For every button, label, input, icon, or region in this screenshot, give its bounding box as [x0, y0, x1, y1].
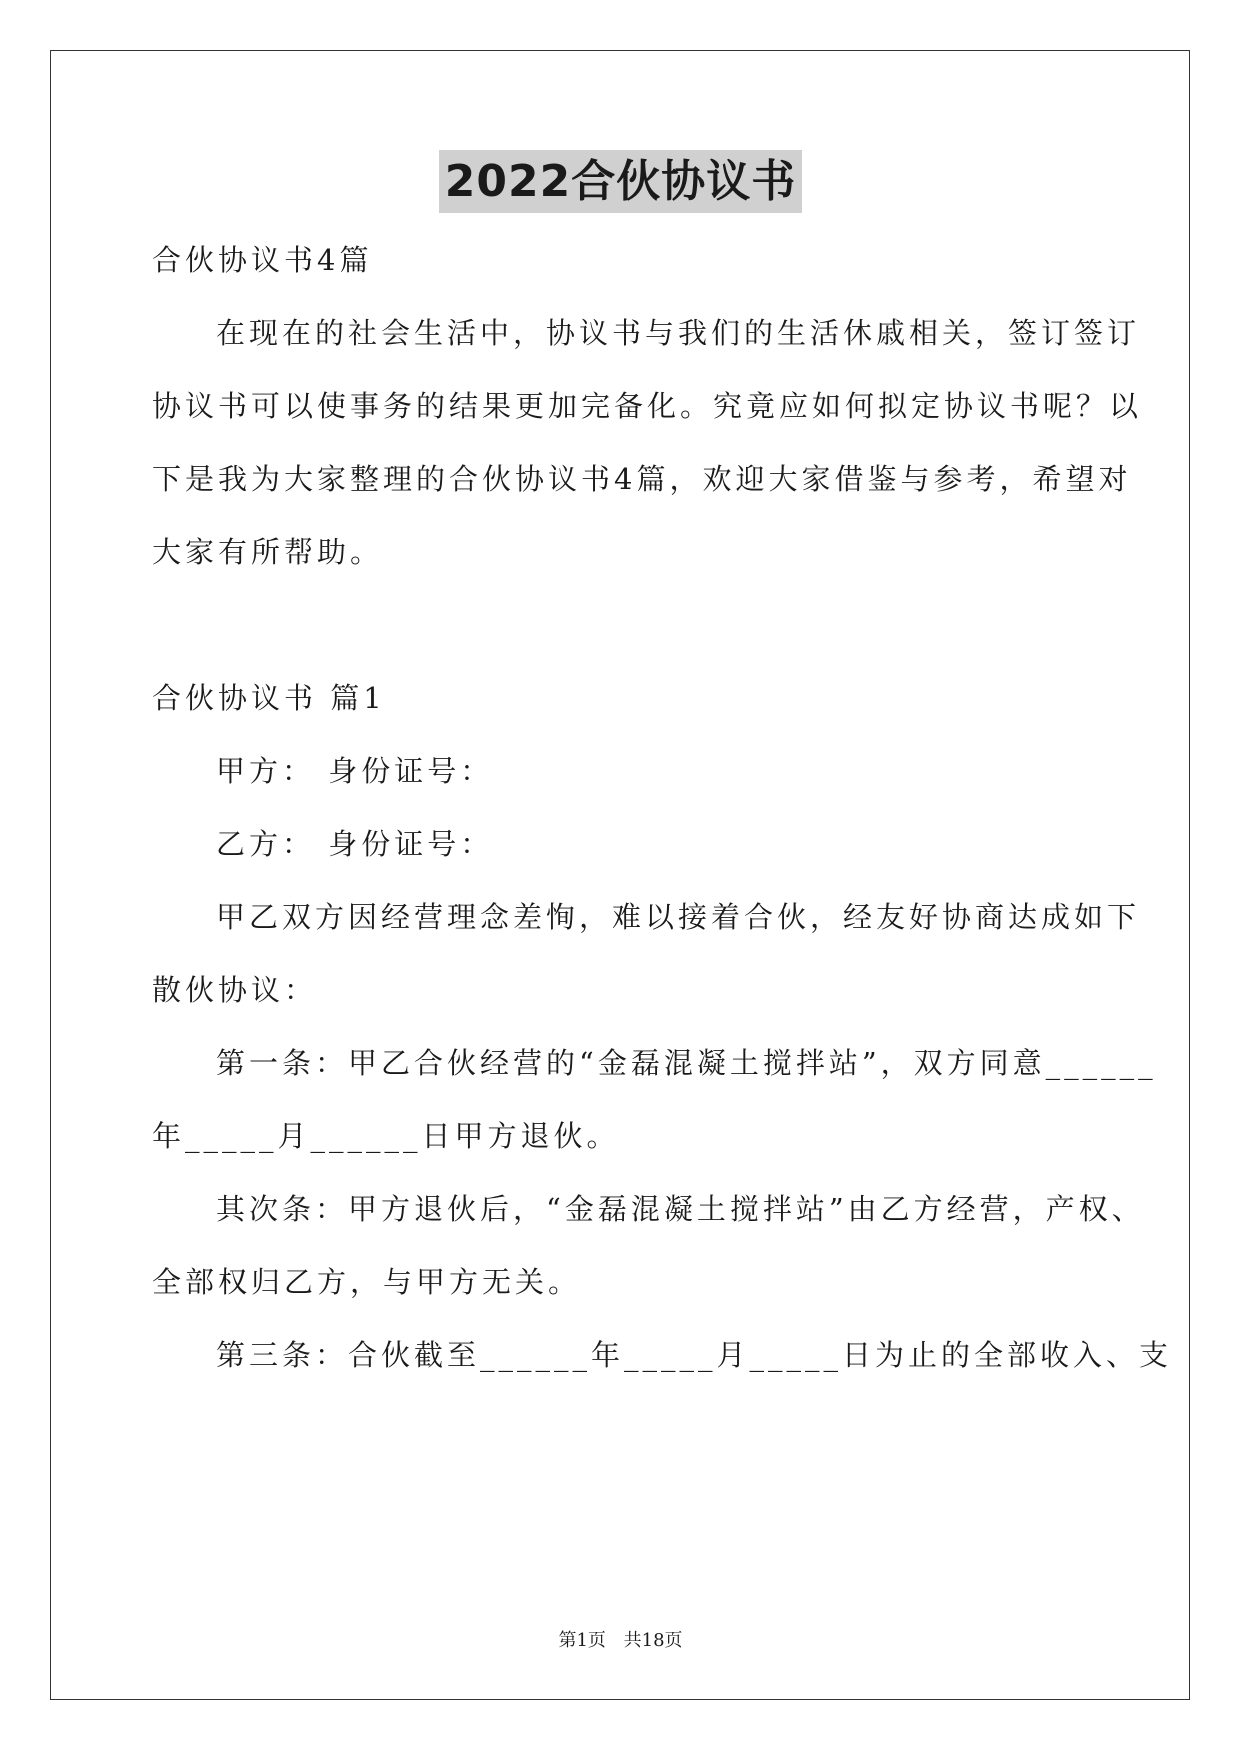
- title-container: [0, 150, 1241, 213]
- page-number: 第1页: [558, 1630, 606, 1651]
- clause-2-line-2: 全部权归乙方，与甲方无关。: [152, 1265, 582, 1299]
- intro-line-4: 大家有所帮助。: [152, 535, 384, 569]
- clause-1-line-1: 第一条：甲乙合伙经营的“金磊混凝土搅拌站”，双方同意______: [216, 1046, 1157, 1080]
- intro-line-3: 下是我为大家整理的合伙协议书4篇，欢迎大家借鉴与参考，希望对: [152, 462, 1132, 496]
- page-total: 共18页: [623, 1630, 683, 1651]
- body-line-2: 散伙协议：: [152, 973, 318, 1007]
- clause-3-line-1: 第三条：合伙截至______年_____月_____日为止的全部收入、支: [216, 1338, 1173, 1372]
- intro-line-2: 协议书可以使事务的结果更加完备化。究竟应如何拟定协议书呢？以: [152, 389, 1143, 423]
- clause-1-line-2: 年_____月______日甲方退伙。: [152, 1119, 620, 1153]
- party-a-line: 甲方： 身份证号：: [216, 754, 494, 788]
- clause-2-line-1: 其次条：甲方退伙后，“金磊混凝土搅拌站”由乙方经营，产权、: [216, 1192, 1145, 1226]
- intro-line-1: 在现在的社会生活中，协议书与我们的生活休戚相关，签订签订: [216, 316, 1141, 350]
- subtitle: 合伙协议书4篇: [152, 243, 373, 277]
- page-footer: [0, 1632, 1241, 1650]
- section-heading: 合伙协议书 篇1: [152, 681, 386, 715]
- document-title: 2022合伙协议书: [439, 150, 802, 213]
- party-b-line: 乙方： 身份证号：: [216, 827, 494, 861]
- page-border: [50, 50, 1190, 1700]
- body-line-1: 甲乙双方因经营理念差恂，难以接着合伙，经友好协商达成如下: [216, 900, 1141, 934]
